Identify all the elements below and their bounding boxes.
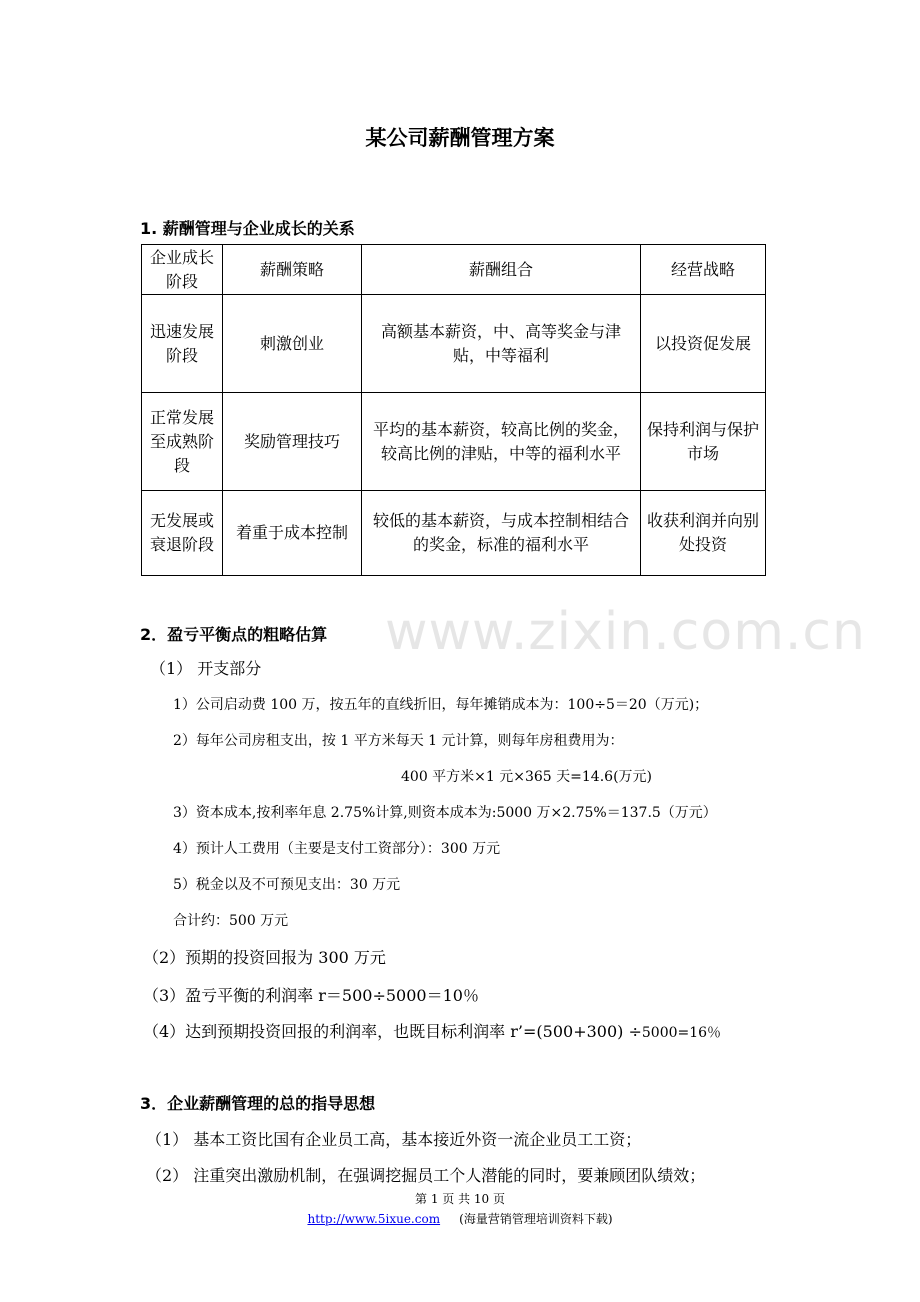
guideline-text: （2） 注重突出激励机制，在强调挖掘员工个人潜能的同时，要兼顾团队绩效: [146, 1166, 690, 1185]
table-cell: 平均的基本薪资，较高比例的奖金，较高比例的津贴，中等的福利水平: [362, 393, 641, 491]
table-cell: 收获利润并向别处投资: [641, 491, 766, 576]
table-cell: 以投资促发展: [641, 295, 766, 393]
target-profit-rate: [143, 1019, 721, 1042]
table-cell: 较低的基本薪资，与成本控制相结合的奖金，标准的福利水平: [362, 491, 641, 576]
table-cell: 高额基本薪资，中、高等奖金与津贴，中等福利: [362, 295, 641, 393]
clipped-char: ；: [689, 1166, 706, 1185]
footer-line: [0, 1210, 920, 1227]
expense-item: 2）每年公司房租支出，按 1 平方米每天 1 元计算，则每年房租费用为：: [173, 733, 624, 749]
table-header-cell: 企业成长阶段: [142, 245, 223, 295]
table-row: [142, 491, 766, 576]
subsection-expenses: （1） 开支部分: [150, 659, 262, 678]
expected-return: （2）预期的投资回报为 300 万元: [143, 948, 386, 967]
expense-item: 3）资本成本,按利率年息 2.75%计算,则资本成本为:5000 万×2.75%＝137.5（万元）: [173, 805, 717, 821]
page-number: 第 1 页 共 10 页: [415, 1192, 505, 1206]
table-row: [142, 295, 766, 393]
guideline-item: [146, 1163, 706, 1186]
table-header-cell: 薪酬组合: [362, 245, 641, 295]
expense-item: 5）税金以及不可预见支出：30 万元: [173, 877, 401, 893]
salary-stage-table: [141, 244, 766, 576]
expense-formula: 400 平方米×1 元×365 天=14.6(万元): [401, 769, 652, 785]
table-header-cell: 经营战略: [641, 245, 766, 295]
target-profit-rate-main: （4）达到预期投资回报的利润率，也既目标利润率 r’=(500+300) ÷: [143, 1022, 642, 1041]
expense-item: 1）公司启动费 100 万，按五年的直线折旧，每年摊销成本为：100÷5＝20（万元)；: [173, 697, 709, 713]
table-header-cell: 薪酬策略: [223, 245, 362, 295]
expense-total: 合计约：500 万元: [173, 913, 289, 929]
table-row: [142, 393, 766, 491]
target-profit-rate-tail: 5000=16％: [641, 1025, 722, 1041]
table-cell: 正常发展至成熟阶段: [142, 393, 223, 491]
section-1-heading: 1. 薪酬管理与企业成长的关系: [140, 219, 355, 238]
table-header-row: [142, 245, 766, 295]
expense-item: 4）预计人工费用（主要是支付工资部分）：300 万元: [173, 841, 501, 857]
table-cell: 奖励管理技巧: [223, 393, 362, 491]
table-cell: 着重于成本控制: [223, 491, 362, 576]
document-title: 某公司薪酬管理方案: [365, 126, 555, 150]
footer-note: (海量营销管理培训资料下载): [459, 1212, 613, 1226]
table-cell: 刺激创业: [223, 295, 362, 393]
table-cell: 无发展或衰退阶段: [142, 491, 223, 576]
table-cell: 迅速发展阶段: [142, 295, 223, 393]
watermark: www.zixin.com.cn: [385, 602, 866, 662]
section-3-heading: 3．企业薪酬管理的总的指导思想: [140, 1094, 376, 1113]
table-cell: 保持利润与保护市场: [641, 393, 766, 491]
break-even-rate: （3）盈亏平衡的利润率 r＝500÷5000＝10％: [143, 986, 479, 1005]
guideline-item: （1） 基本工资比国有企业员工高，基本接近外资一流企业员工工资；: [146, 1130, 642, 1149]
section-2-heading: 2．盈亏平衡点的粗略估算: [140, 625, 328, 644]
site-link[interactable]: http://www.5ixue.com: [307, 1212, 441, 1226]
